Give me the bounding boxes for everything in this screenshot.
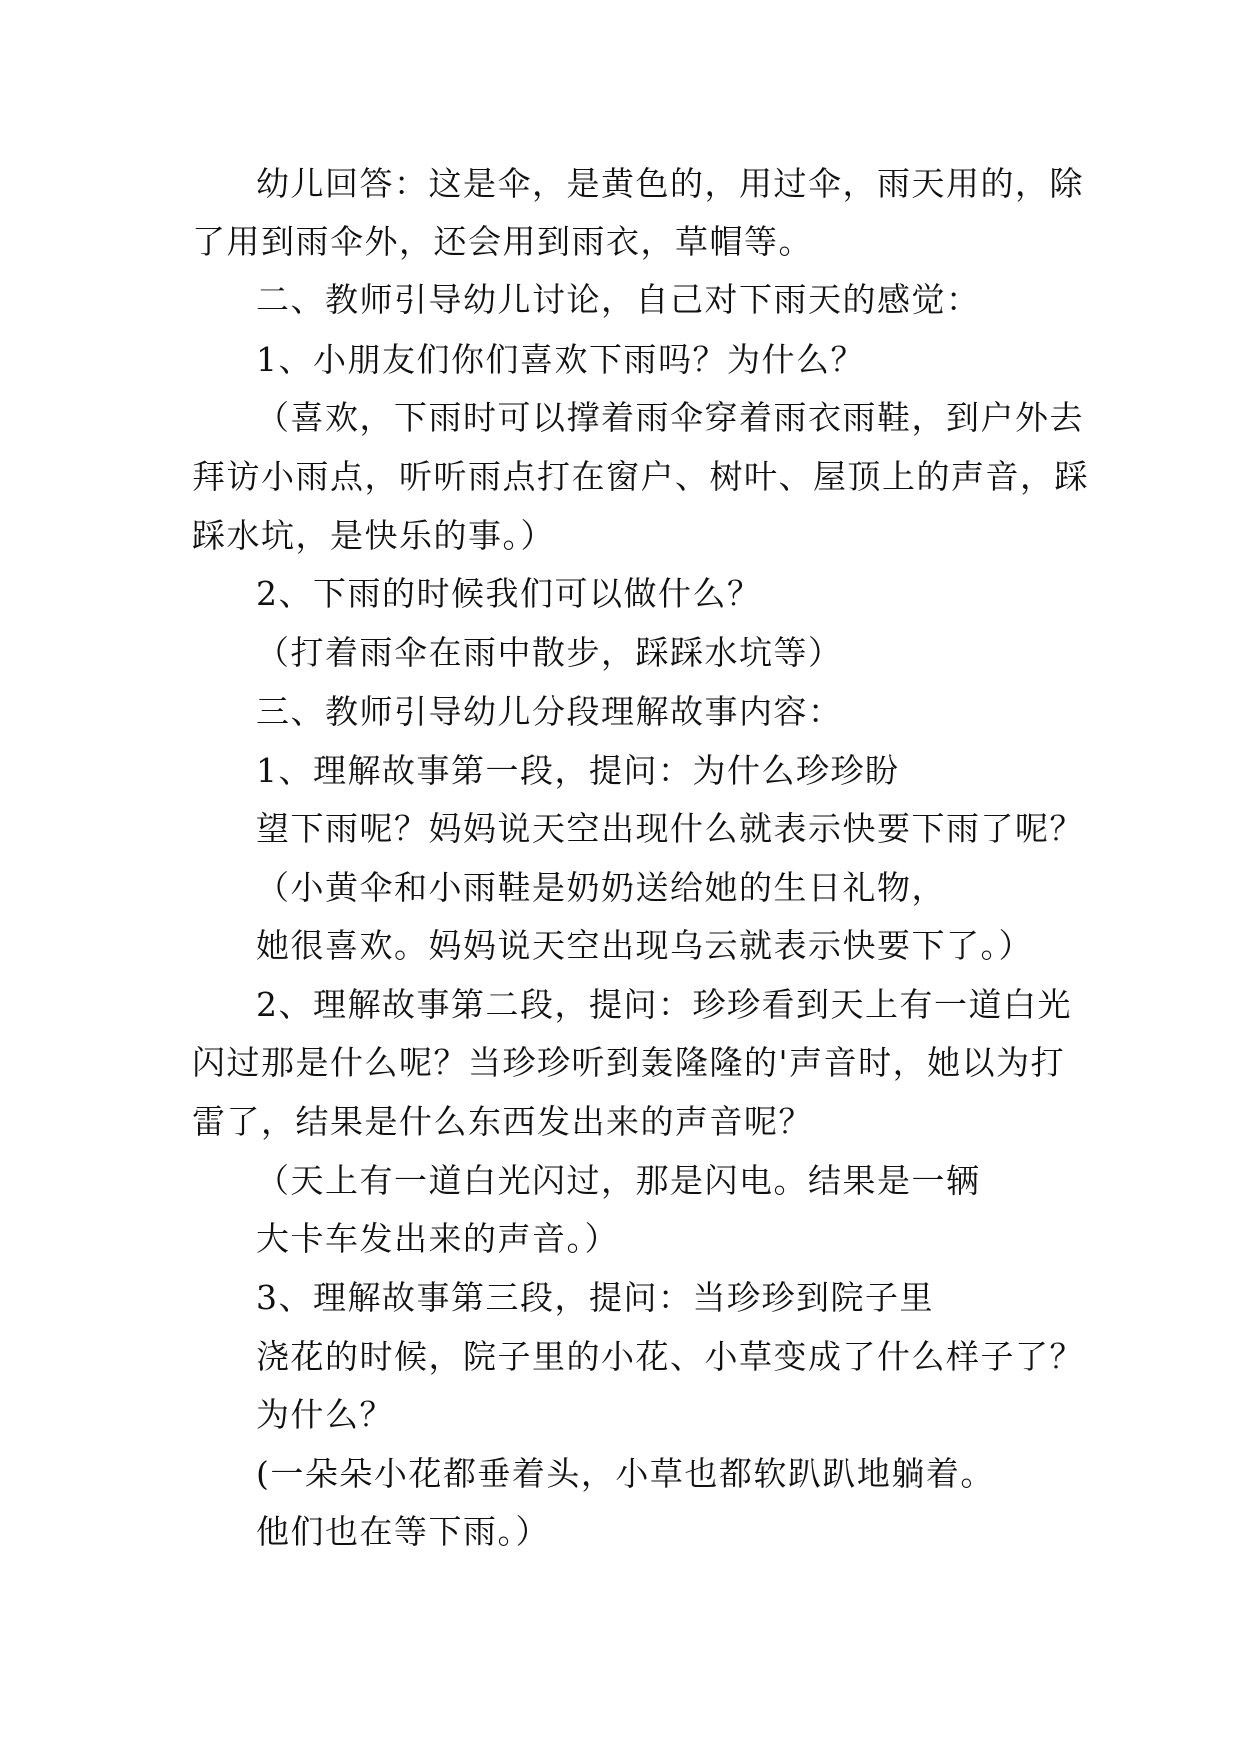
question-line: 为什么？ bbox=[256, 1395, 394, 1434]
question-line: 雷了，结果是什么东西发出来的声音呢？ bbox=[192, 1102, 813, 1141]
answer-line: （喜欢，下雨时可以撑着雨伞穿着雨衣雨鞋，到户外去 bbox=[256, 398, 1084, 437]
paragraph-line: 了用到雨伞外，还会用到雨衣，草帽等。 bbox=[192, 222, 813, 261]
answer-line: （天上有一道白光闪过，那是闪电。结果是一辆 bbox=[256, 1161, 981, 1200]
answer-line: 大卡车发出来的声音。） bbox=[256, 1219, 619, 1258]
answer-line: （打着雨伞在雨中散步，踩踩水坑等） bbox=[256, 633, 843, 672]
section-heading: 三、教师引导幼儿分段理解故事内容： bbox=[256, 692, 843, 731]
question-line: 1、小朋友们你们喜欢下雨吗？为什么？ bbox=[256, 340, 865, 379]
question-line: 2、理解故事第二段，提问：珍珍看到天上有一道白光 bbox=[256, 985, 1072, 1024]
question-line: 3、理解故事第三段，提问：当珍珍到院子里 bbox=[256, 1278, 934, 1317]
answer-line: 踩水坑，是快乐的事。） bbox=[192, 516, 555, 555]
answer-line: 拜访小雨点，听听雨点打在窗户、树叶、屋顶上的声音，踩 bbox=[192, 457, 1089, 496]
answer-line: （小黄伞和小雨鞋是奶奶送给她的生日礼物， bbox=[256, 868, 946, 907]
answer-line: 她很喜欢。妈妈说天空出现乌云就表示快要下了。） bbox=[256, 926, 1033, 965]
question-line: 1、理解故事第一段，提问：为什么珍珍盼 bbox=[256, 751, 900, 790]
question-line: 浇花的时候，院子里的小花、小草变成了什么样子了？ bbox=[256, 1337, 1084, 1376]
question-line: 2、下雨的时候我们可以做什么？ bbox=[256, 574, 762, 613]
section-heading: 二、教师引导幼儿讨论，自己对下雨天的感觉： bbox=[256, 280, 981, 319]
question-line: 望下雨呢？妈妈说天空出现什么就表示快要下雨了呢？ bbox=[256, 809, 1084, 848]
paragraph-line: 幼儿回答：这是伞，是黄色的，用过伞，雨天用的，除 bbox=[256, 164, 1084, 203]
answer-line: (一朵朵小花都垂着头，小草也都软趴趴地躺着。 bbox=[256, 1454, 995, 1493]
answer-line: 他们也在等下雨。） bbox=[256, 1512, 550, 1551]
question-line: 闪过那是什么呢？当珍珍听到轰隆隆的'声音时，她以为打 bbox=[192, 1043, 1066, 1082]
